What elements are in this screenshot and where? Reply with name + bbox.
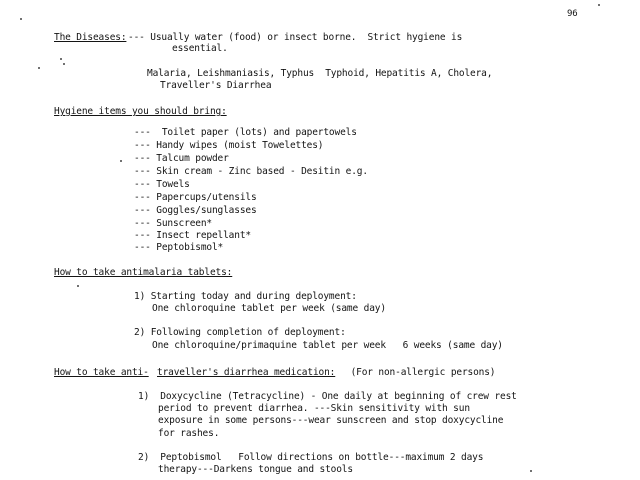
scan-speck [38, 67, 40, 69]
diarrhea-item-1-line-3: exposure in some persons---wear sunscreen and stop doxycycline [158, 415, 504, 426]
diseases-heading: The Diseases: [54, 32, 127, 43]
hygiene-item: --- Papercups/utensils [134, 192, 257, 203]
hygiene-item: --- Talcum powder [134, 153, 229, 164]
scan-speck [598, 4, 600, 6]
hygiene-item: --- Handy wipes (moist Towelettes) [134, 140, 324, 151]
diseases-list-line-2: Traveller's Diarrhea [160, 80, 272, 91]
scan-speck [530, 470, 532, 472]
hygiene-item: --- Skin cream - Zinc based - Desitin e.g. [134, 166, 368, 177]
hygiene-item: --- Peptobismol* [134, 242, 224, 253]
diarrhea-heading-note: (For non-allergic persons) [345, 367, 496, 378]
scan-speck [120, 160, 122, 162]
hygiene-item: --- Sunscreen* [134, 218, 212, 229]
antimalaria-heading: How to take antimalaria tablets: [54, 267, 233, 278]
hygiene-item: --- Insect repellant* [134, 230, 251, 241]
diarrhea-heading-prefix: How to take anti- [54, 367, 149, 378]
diseases-line-2: essential. [172, 43, 228, 54]
diseases-list-line-1: Malaria, Leishmaniasis, Typhus Typhoid, Hepatitis A, Cholera, [147, 68, 493, 79]
hygiene-item: --- Goggles/sunglasses [134, 205, 257, 216]
scan-speck [63, 63, 65, 65]
diarrhea-item-2-line-2: therapy---Darkens tongue and stools [158, 464, 353, 475]
page-number-mark: 96 [567, 9, 578, 19]
diseases-line-1: --- Usually water (food) or insect borne. Strict hygiene is [128, 32, 463, 43]
antimalaria-step-1-title: 1) Starting today and during deployment: [134, 291, 357, 302]
diarrhea-heading: traveller's diarrhea medication: [157, 367, 336, 378]
antimalaria-step-1-detail: One chloroquine tablet per week (same day) [152, 303, 386, 314]
scan-speck [60, 58, 62, 60]
hygiene-item: --- Towels [134, 179, 190, 190]
hygiene-item: --- Toilet paper (lots) and papertowels [134, 127, 357, 138]
hygiene-heading: Hygiene items you should bring: [54, 106, 227, 117]
diarrhea-item-2-line-1: 2) Peptobismol Follow directions on bottle---maximum 2 days [138, 452, 484, 463]
scan-speck [77, 285, 79, 287]
scan-speck [20, 18, 22, 20]
antimalaria-step-2-title: 2) Following completion of deployment: [134, 327, 346, 338]
antimalaria-step-2-detail: One chloroquine/primaquine tablet per week 6 weeks (same day) [152, 340, 503, 351]
diarrhea-item-1-line-1: 1) Doxycycline (Tetracycline) - One daily at beginning of crew rest [138, 391, 517, 402]
diarrhea-item-1-line-4: for rashes. [158, 428, 220, 439]
diarrhea-item-1-line-2: period to prevent diarrhea. ---Skin sensitivity with sun [158, 403, 470, 414]
